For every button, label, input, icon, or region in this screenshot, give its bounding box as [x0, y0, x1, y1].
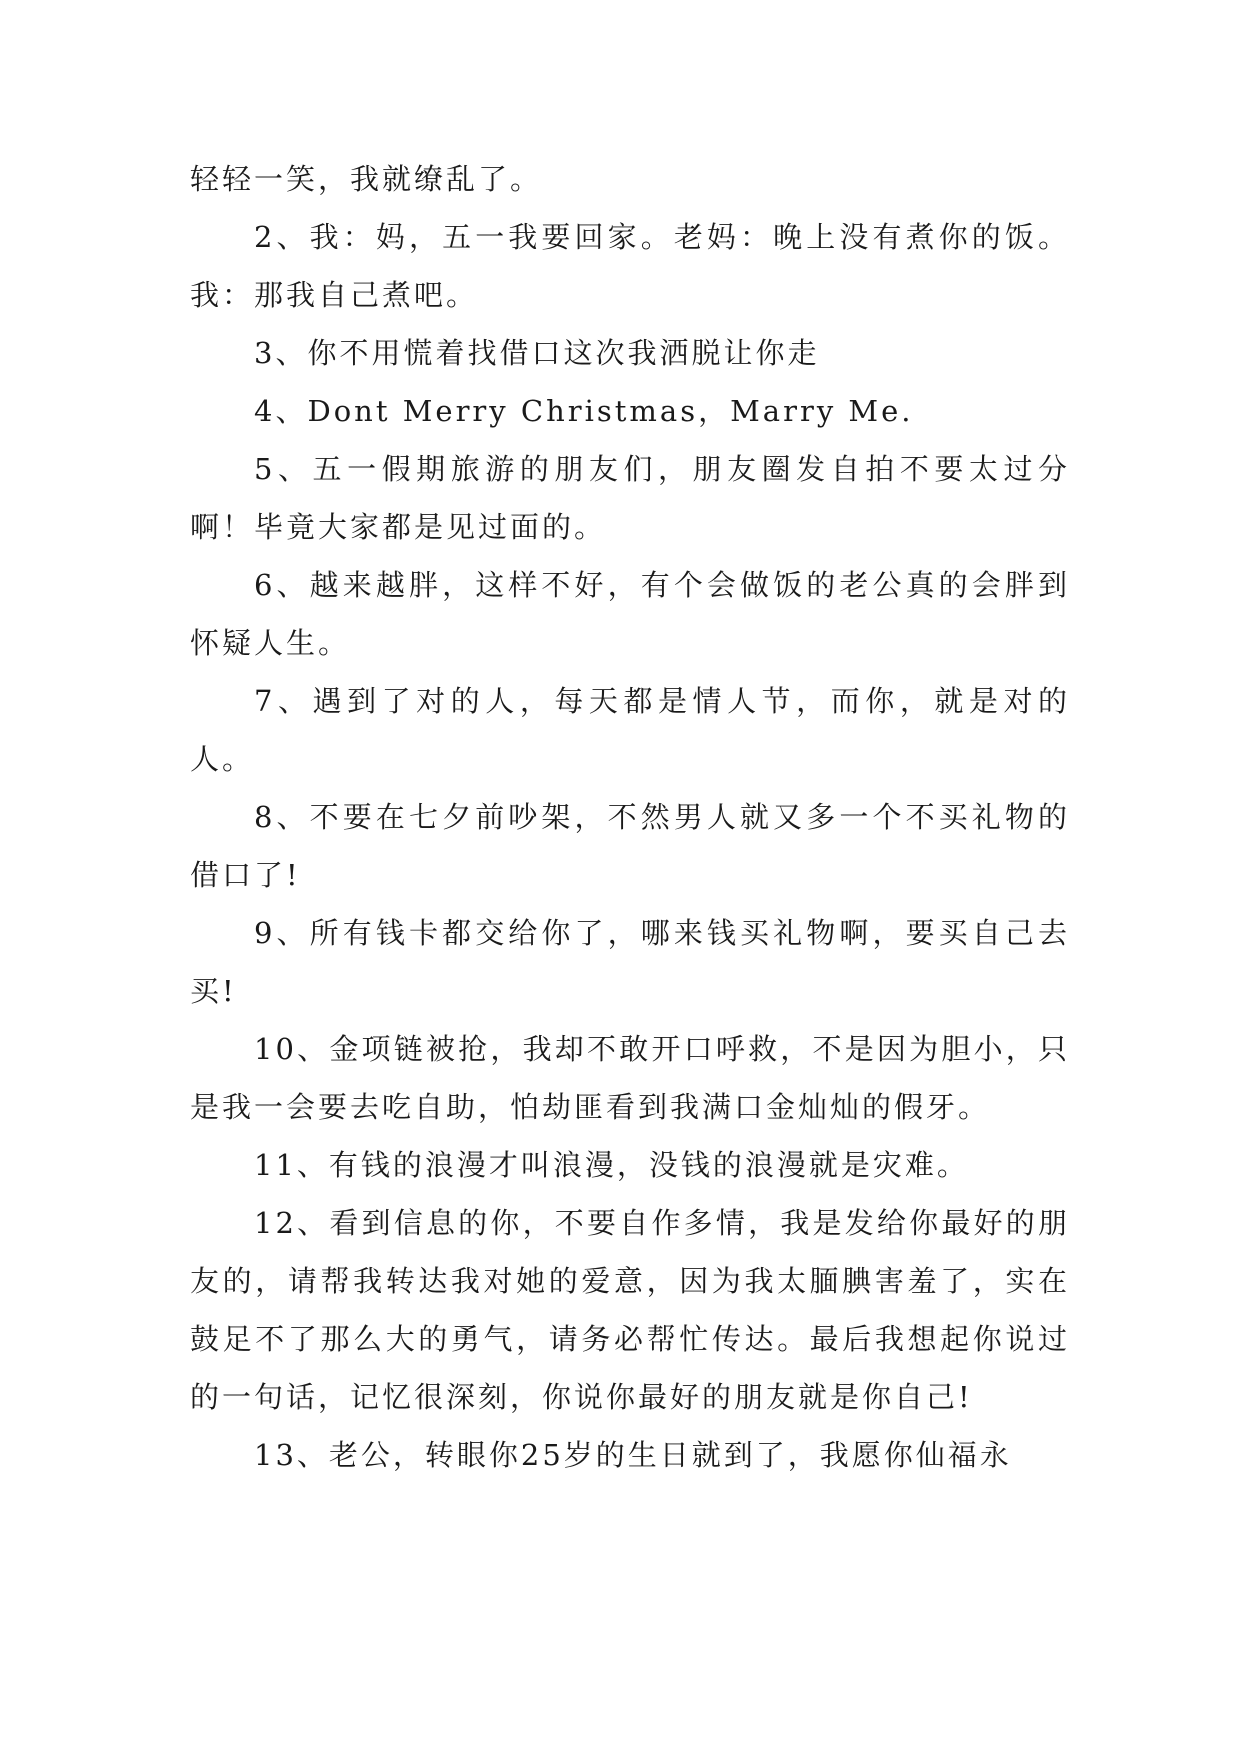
paragraph: 9、所有钱卡都交给你了，哪来钱买礼物啊，要买自己去买! — [190, 916, 1070, 1008]
paragraph: 6、越来越胖，这样不好，有个会做饭的老公真的会胖到怀疑人生。 — [190, 568, 1070, 660]
paragraph: 5、五一假期旅游的朋友们，朋友圈发自拍不要太过分啊！毕竟大家都是见过面的。 — [190, 452, 1070, 544]
paragraph: 7、遇到了对的人，每天都是情人节，而你，就是对的人。 — [190, 684, 1070, 776]
paragraph: 10、金项链被抢，我却不敢开口呼救，不是因为胆小，只是我一会要去吃自助，怕劫匪看到我满口金灿灿的假牙。 — [190, 1032, 1070, 1124]
paragraph: 8、不要在七夕前吵架，不然男人就又多一个不买礼物的借口了! — [190, 800, 1070, 892]
paragraph: 2、我：妈，五一我要回家。老妈：晚上没有煮你的饭。我：那我自己煮吧。 — [190, 220, 1070, 312]
paragraph: 11、有钱的浪漫才叫浪漫，没钱的浪漫就是灾难。 — [254, 1148, 969, 1182]
paragraph: 4、Dont Merry Christmas，Marry Me. — [254, 394, 914, 428]
paragraph: 12、看到信息的你，不要自作多情，我是发给你最好的朋友的，请帮我转达我对她的爱意，因为我太腼腆害羞了，实在鼓足不了那么大的勇气，请务必帮忙传达。最后我想起你说过的一句话，记忆很深刻，你说你最好的朋友就是你自己! — [190, 1206, 1070, 1414]
paragraph: 轻轻一笑，我就缭乱了。 — [190, 162, 543, 196]
paragraph: 13、老公，转眼你25岁的生日就到了，我愿你仙福永 — [254, 1438, 1012, 1472]
document-body — [190, 150, 1070, 1484]
paragraph: 3、你不用慌着找借口这次我洒脱让你走 — [254, 336, 820, 370]
